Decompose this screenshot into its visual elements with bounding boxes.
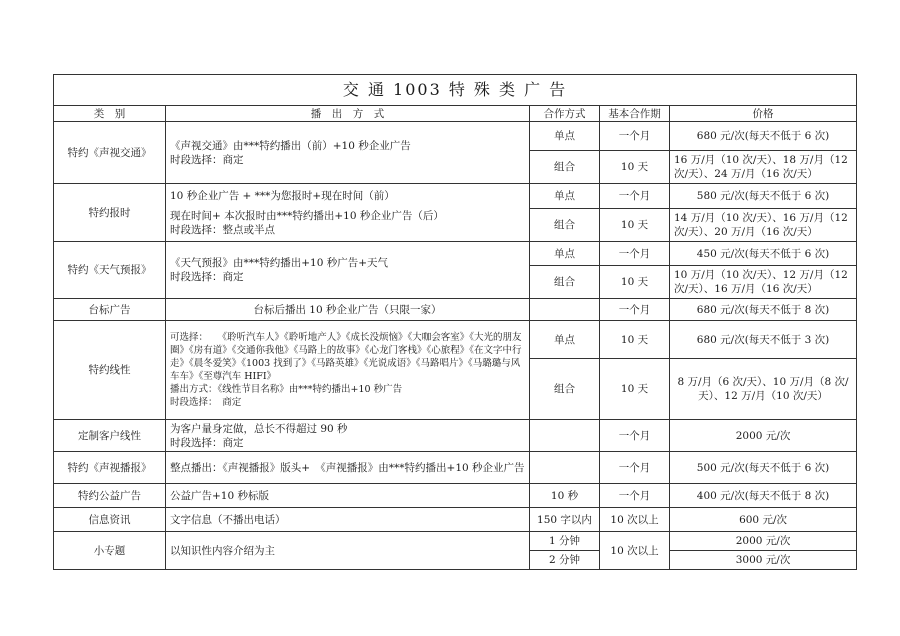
row-method: 公益广告+10 秒标版	[166, 484, 530, 508]
row-category: 特约线性	[54, 321, 166, 420]
table-row	[54, 242, 857, 266]
method-line: 可选择： 《聆听汽车人》《聆听地产人》《成长没烦恼》《大咖会客室》《大光的朋友圈》《房有道》《交通你我他》《马路上的故事》《心龙门客栈》《心旅程》《在文字中行走》《晨冬爱笑》《1003 找到了》《马路英雄》《光说成语》《马路唱片》《马璐璐与风车车》《至尊汽车 HIFI》	[170, 332, 522, 382]
method-line: 10 秒企业广告 + ***为您报时+现在时间（前）	[170, 189, 395, 202]
header-period: 基本合作期	[600, 106, 670, 122]
row-price: 16 万/月（10 次/天）、18 万/月（12 次/天）、24 万/月（16 次/天）	[670, 151, 857, 184]
method-line: 为客户量身定做，总长不得超过 90 秒	[170, 422, 348, 435]
title-row	[54, 75, 857, 106]
row-coop: 1 分钟	[530, 532, 600, 551]
row-period: 一个月	[600, 184, 670, 209]
row-method	[166, 242, 530, 299]
header-method: 播 出 方 式	[166, 106, 530, 122]
method-line: 时段选择：商定	[170, 436, 244, 449]
row-period: 10 次以上	[600, 532, 670, 570]
row-period: 一个月	[600, 420, 670, 452]
row-coop: 组合	[530, 151, 600, 184]
row-category: 特约报时	[54, 184, 166, 242]
table-row	[54, 420, 857, 452]
header-coop: 合作方式	[530, 106, 600, 122]
header-row	[54, 106, 857, 122]
row-coop	[530, 420, 600, 452]
row-period: 10 天	[600, 209, 670, 242]
method-line: 时段选择： 商定	[170, 397, 242, 408]
row-method	[166, 321, 530, 420]
row-period: 10 天	[600, 266, 670, 299]
row-method: 整点播出：《声视播报》版头+ 《声视播报》由***特约播出+10 秒企业广告	[166, 452, 530, 484]
row-category: 特约《声视交通》	[54, 122, 166, 184]
row-method: 文字信息（不播出电话）	[166, 508, 530, 532]
row-period: 一个月	[600, 452, 670, 484]
table-row	[54, 321, 857, 359]
row-period: 10 次以上	[600, 508, 670, 532]
method-line: 《声视交通》由***特约播出（前）+10 秒企业广告	[170, 139, 411, 152]
method-line: 时段选择：商定	[170, 153, 244, 166]
row-price: 3000 元/次	[670, 551, 857, 570]
row-category: 信息资讯	[54, 508, 166, 532]
ad-price-table	[53, 74, 857, 570]
row-coop: 单点	[530, 242, 600, 266]
row-category: 定制客户线性	[54, 420, 166, 452]
row-price: 580 元/次(每天不低于 6 次)	[670, 184, 857, 209]
row-price: 500 元/次(每天不低于 6 次)	[670, 452, 857, 484]
method-line: 播出方式：《线性节目名称》由***特约播出+10 秒广告	[170, 384, 403, 395]
table-title: 交 通 1003 特 殊 类 广 告	[54, 75, 857, 106]
method-line: 现在时间+ 本次报时由***特约播出+10 秒企业广告（后）	[170, 209, 444, 222]
row-coop: 组合	[530, 266, 600, 299]
row-coop: 150 字以内	[530, 508, 600, 532]
row-method: 以知识性内容介绍为主	[166, 532, 530, 570]
row-period: 10 天	[600, 359, 670, 420]
header-price: 价格	[670, 106, 857, 122]
table-row	[54, 508, 857, 532]
row-coop	[530, 299, 600, 321]
table-row	[54, 532, 857, 551]
row-price: 2000 元/次	[670, 420, 857, 452]
row-coop: 10 秒	[530, 484, 600, 508]
method-line: 《天气预报》由***特约播出+10 秒广告+天气	[170, 257, 389, 269]
row-period: 10 天	[600, 151, 670, 184]
row-category: 特约《天气预报》	[54, 242, 166, 299]
row-price: 600 元/次	[670, 508, 857, 532]
row-method	[166, 420, 530, 452]
row-period: 一个月	[600, 484, 670, 508]
row-method: 台标后播出 10 秒企业广告（只限一家）	[166, 299, 530, 321]
row-coop: 2 分钟	[530, 551, 600, 570]
row-coop: 组合	[530, 359, 600, 420]
header-category: 类 别	[54, 106, 166, 122]
row-category: 特约《声视播报》	[54, 452, 166, 484]
row-category: 特约公益广告	[54, 484, 166, 508]
row-price: 2000 元/次	[670, 532, 857, 551]
row-category: 台标广告	[54, 299, 166, 321]
method-line: 时段选择：商定	[170, 271, 244, 283]
row-coop: 单点	[530, 184, 600, 209]
table-row	[54, 484, 857, 508]
row-coop: 单点	[530, 122, 600, 151]
row-coop: 组合	[530, 209, 600, 242]
row-period: 10 天	[600, 321, 670, 359]
method-line: 时段选择：整点或半点	[170, 223, 275, 236]
row-price: 680 元/次(每天不低于 8 次)	[670, 299, 857, 321]
row-period: 一个月	[600, 242, 670, 266]
table-row	[54, 452, 857, 484]
row-price: 10 万/月（10 次/天）、12 万/月（12 次/天）、16 万/月（16 次/天）	[670, 266, 857, 299]
row-price: 680 元/次(每天不低于 3 次)	[670, 321, 857, 359]
row-price: 450 元/次(每天不低于 6 次)	[670, 242, 857, 266]
row-price: 400 元/次(每天不低于 8 次)	[670, 484, 857, 508]
row-price: 8 万/月（6 次/天）、10 万/月（8 次/天）、12 万/月（10 次/天）	[670, 359, 857, 420]
row-coop	[530, 452, 600, 484]
row-coop: 单点	[530, 321, 600, 359]
row-price: 14 万/月（10 次/天）、16 万/月（12 次/天）、20 万/月（16 次/天）	[670, 209, 857, 242]
price-sheet	[53, 74, 856, 570]
table-row	[54, 184, 857, 209]
row-price: 680 元/次(每天不低于 6 次)	[670, 122, 857, 151]
row-period: 一个月	[600, 299, 670, 321]
row-method	[166, 122, 530, 184]
table-row	[54, 122, 857, 151]
row-category: 小专题	[54, 532, 166, 570]
row-period: 一个月	[600, 122, 670, 151]
row-method	[166, 184, 530, 242]
table-row	[54, 299, 857, 321]
